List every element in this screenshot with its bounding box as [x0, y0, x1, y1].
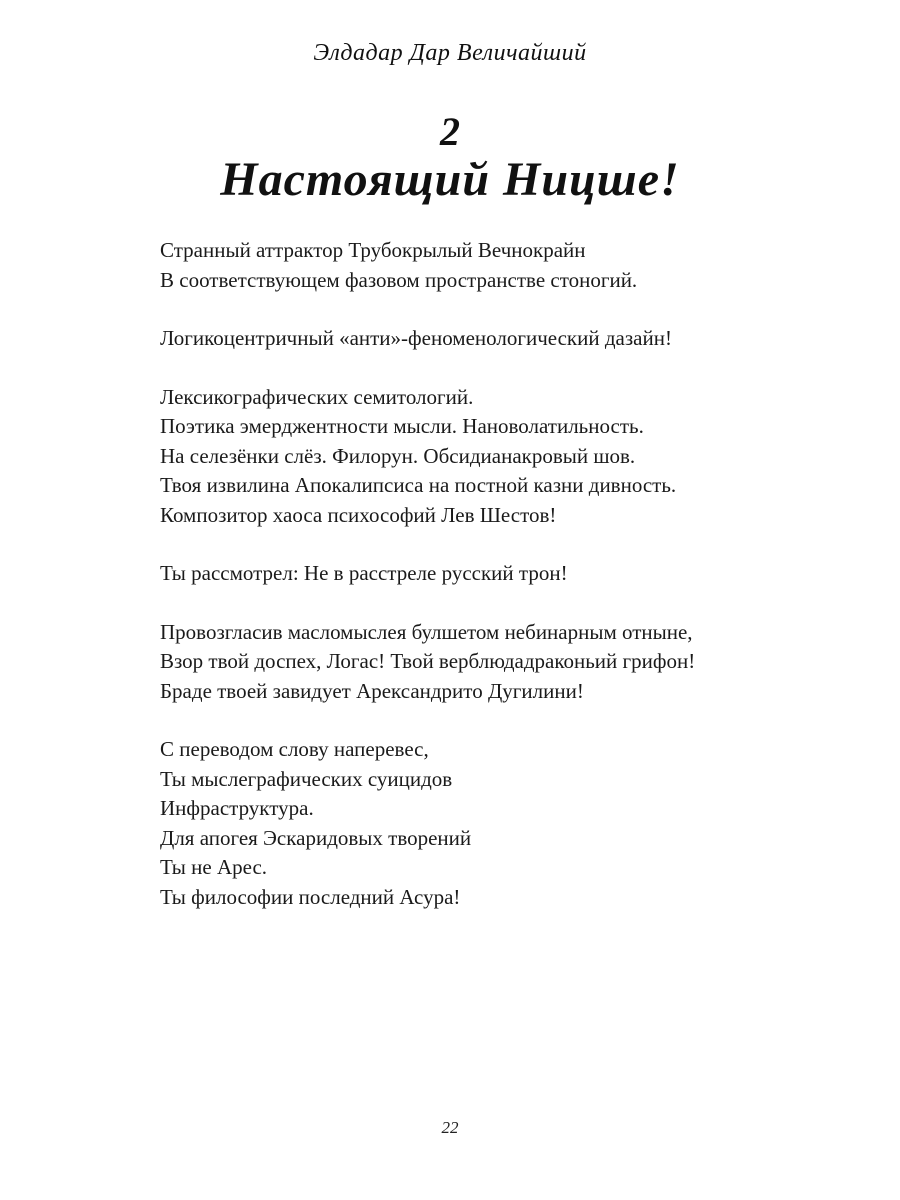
stanza: [160, 324, 860, 354]
chapter-title: Настоящий Ницше!: [220, 153, 680, 206]
poem-line: Ты рассмотрел: Не в расстреле русский трон!: [160, 561, 568, 585]
poem-line: Браде твоей завидует Арександрито Дугилини!: [160, 678, 584, 703]
poem-body: [160, 236, 860, 941]
poem-line: С переводом слову наперевес,: [160, 737, 429, 761]
stanza: [160, 236, 860, 295]
poem-line: Поэтика эмерджентности мысли. Нановолатильность.: [160, 414, 644, 438]
poem-line: Ты не Арес.: [160, 855, 268, 879]
stanza: [160, 735, 860, 912]
poem-line: Лексикографических семитологий.: [160, 384, 474, 409]
page-number: 22: [441, 1118, 459, 1137]
poem-line: Композитор хаоса психософий Лев Шестов!: [160, 502, 557, 527]
poem-line: На селезёнки слёз. Филорун. Обсидианакровый шов.: [160, 443, 636, 468]
stanza: [160, 383, 860, 531]
poem-line: Логикоцентричный «анти»-феноменологический дазайн!: [160, 326, 672, 350]
poem-line: Для апогея Эскаридовых творений: [160, 825, 472, 850]
stanza: [160, 559, 860, 589]
poem-line: Ты мыслеграфических суицидов: [160, 766, 453, 791]
stanza: [160, 618, 860, 707]
chapter-number: 2: [440, 109, 460, 154]
poem-line: Взор твой доспех, Логас! Твой верблюдадраконьий грифон!: [160, 649, 696, 673]
poem-line: Твоя извилина Апокалипсиса на постной казни дивность.: [160, 473, 677, 497]
poem-line: Странный аттрактор Трубокрылый Вечнокрайн: [160, 238, 586, 262]
poem-line: Ты философии последний Асура!: [160, 884, 461, 909]
running-header: Элдадар Дар Величайший: [313, 40, 587, 66]
poem-line: Провозгласив масломыслея булшетом небинарным отныне,: [160, 619, 693, 644]
poem-line: Инфраструктура.: [160, 796, 314, 820]
poem-line: В соответствующем фазовом пространстве стоногий.: [160, 267, 638, 292]
